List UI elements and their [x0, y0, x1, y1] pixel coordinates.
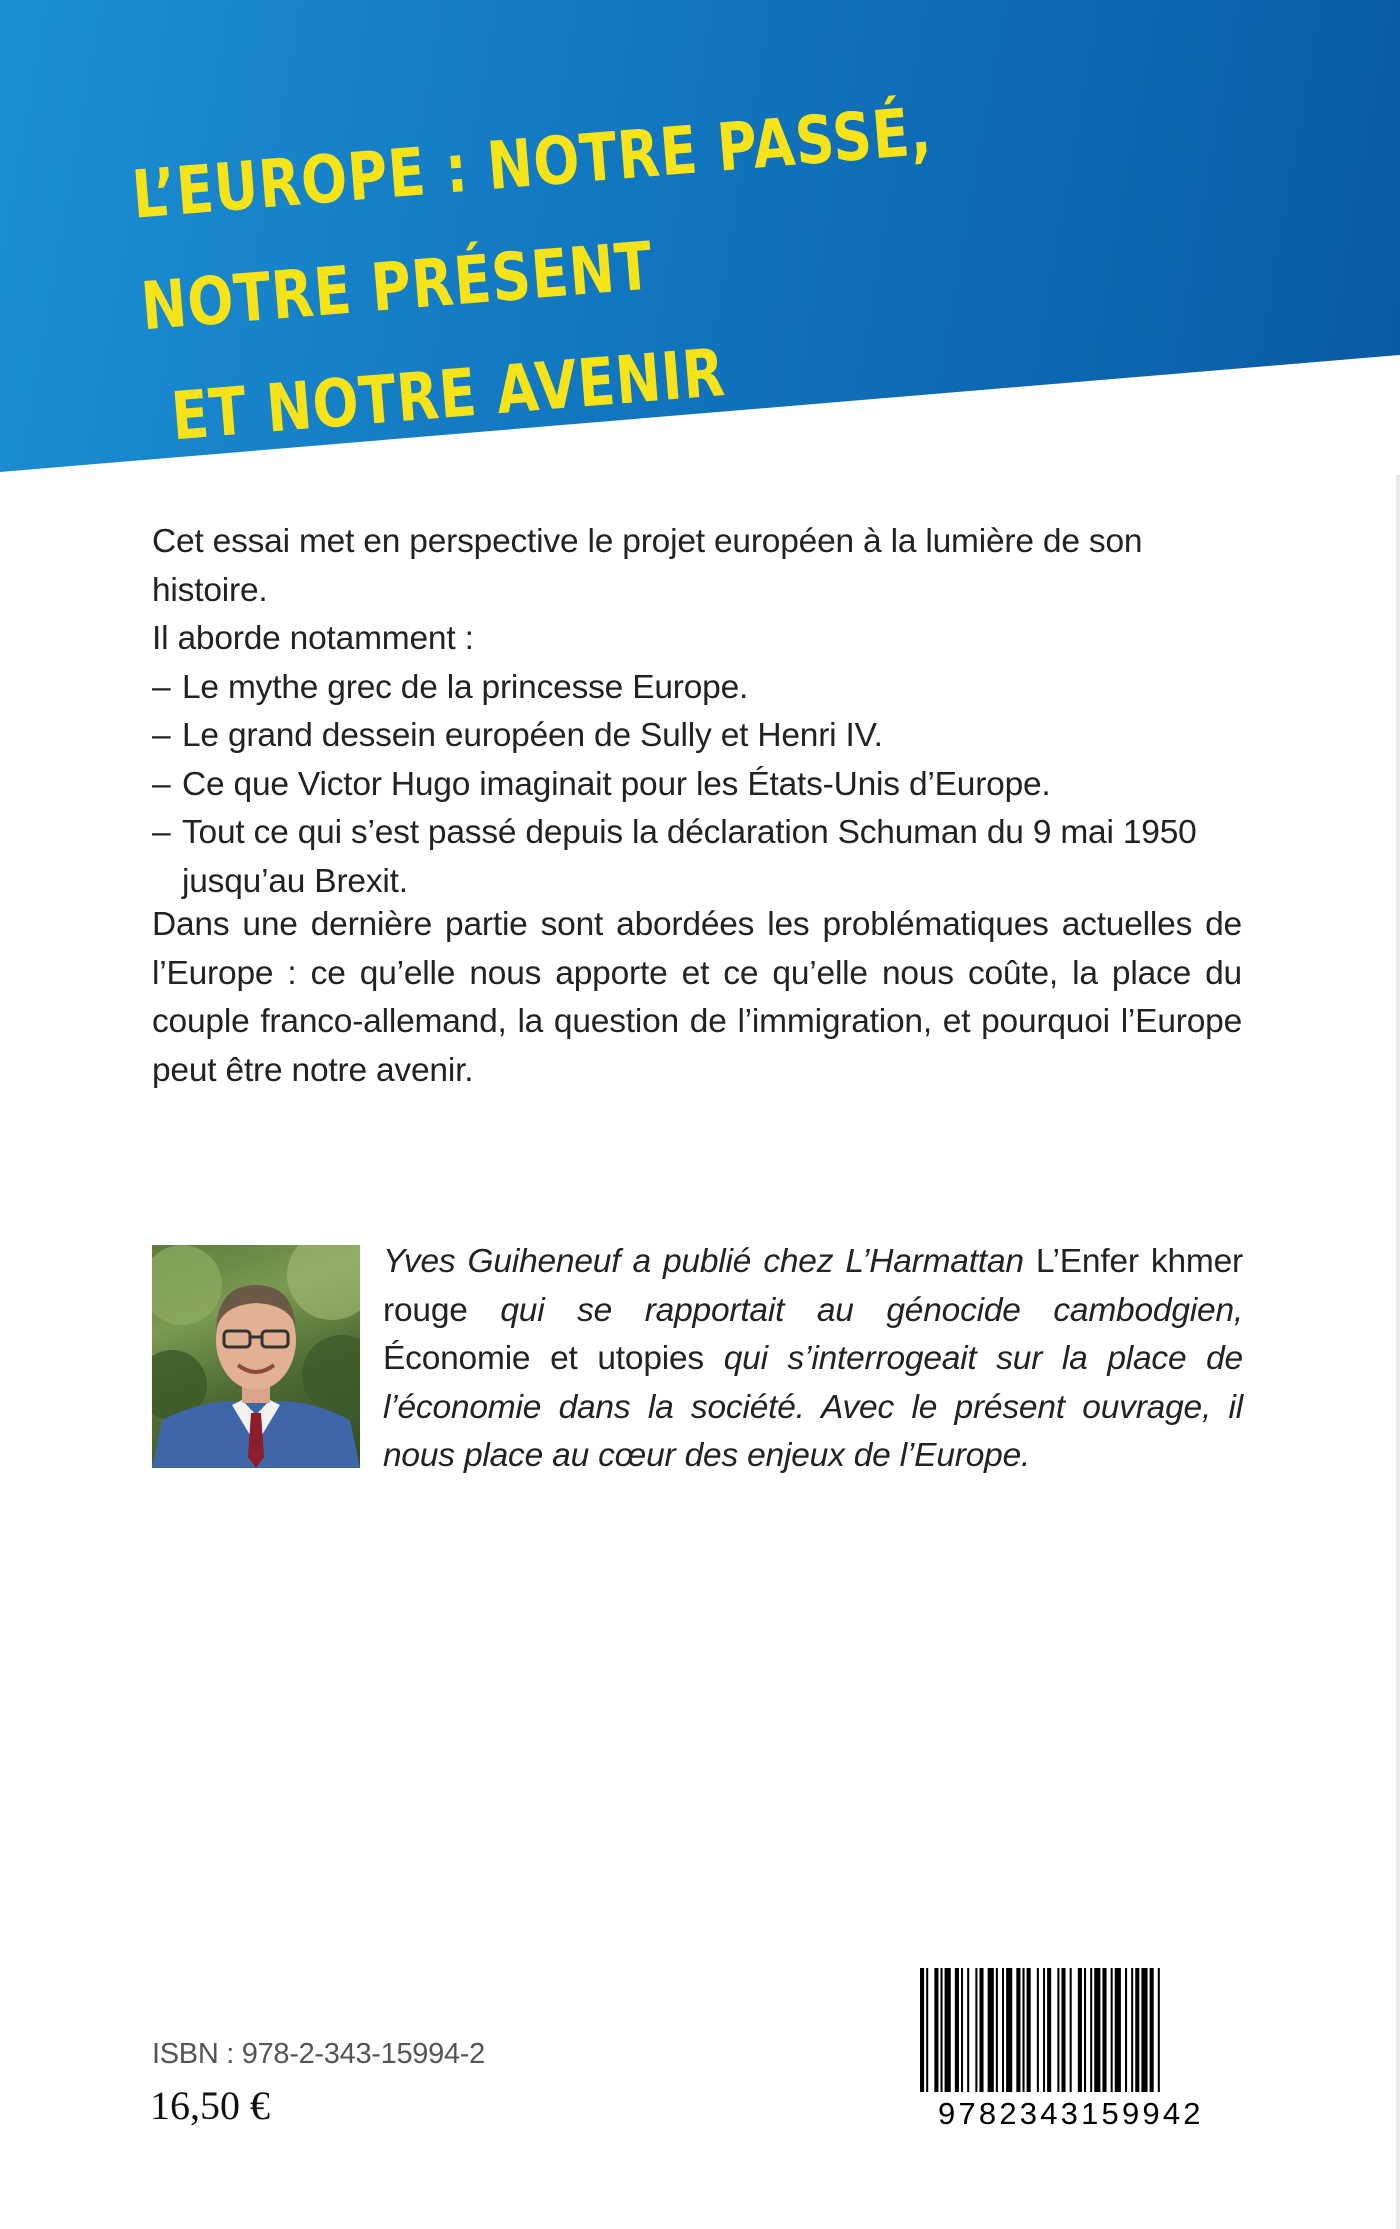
summary-paragraph-2: Dans une dernière partie sont abordées les problématiques actuelles de l’Europe : ce qu’elle nous apporte et ce qu’elle nous coûte, la place du couple franco-allemand, la question de l’immigration, et pourquoi l’Europe peut être notre avenir.	[152, 906, 1242, 1089]
title-line-2: ET NOTRE AVENIR	[168, 334, 728, 456]
author-bio: Yves Guiheneuf a publié chez L’Harmattan L’Enfer khmer rouge qui se rapportait au génocide cambodgien, Économie et utopies qui s’interrogeait sur la place de l’économie dans la société. Avec le présent ouvrage, il nous place au cœur des enjeux de l’Europe.	[383, 1243, 1244, 1474]
list-item: – Le mythe grec de la princesse Europe.	[152, 664, 1242, 713]
list-item: – Ce que Victor Hugo imaginait pour les États-Unis d’Europe.	[152, 761, 1242, 810]
isbn: ISBN : 978-2-343-15994-2	[152, 2038, 485, 2070]
page-edge	[1396, 475, 1400, 2229]
author-photo	[152, 1245, 360, 1468]
book-title-2: Économie et utopies	[383, 1340, 704, 1377]
topics-list	[152, 664, 1242, 907]
author-portrait-icon	[152, 1245, 360, 1468]
summary-block	[152, 518, 1242, 906]
book-title-1: L’Enfer khmer rouge	[383, 1243, 1244, 1329]
barcode-number: 9782343159942	[938, 2096, 1204, 2131]
price: 16,50 €	[150, 2083, 270, 2128]
dash-mark: –	[152, 717, 171, 754]
summary-line-2: Il aborde notamment :	[152, 620, 474, 657]
dash-mark: –	[152, 668, 171, 706]
dash-mark: –	[152, 814, 171, 851]
author-name: Yves Guiheneuf	[383, 1243, 621, 1280]
summary-line-1: Cet essai met en perspective le projet européen à la lumière de son histoire.	[152, 523, 1143, 609]
list-item: – Tout ce qui s’est passé depuis la déclaration Schuman du 9 mai 1950 jusqu’au Brexit.	[152, 809, 1242, 906]
barcode-bars-icon	[918, 1968, 1240, 2092]
title-line-1: L’EUROPE : NOTRE PASSÉ, NOTRE PRÉSENT	[129, 92, 935, 346]
dash-mark: –	[152, 765, 171, 803]
list-item: – Le grand dessein européen de Sully et Henri IV.	[152, 712, 1242, 761]
